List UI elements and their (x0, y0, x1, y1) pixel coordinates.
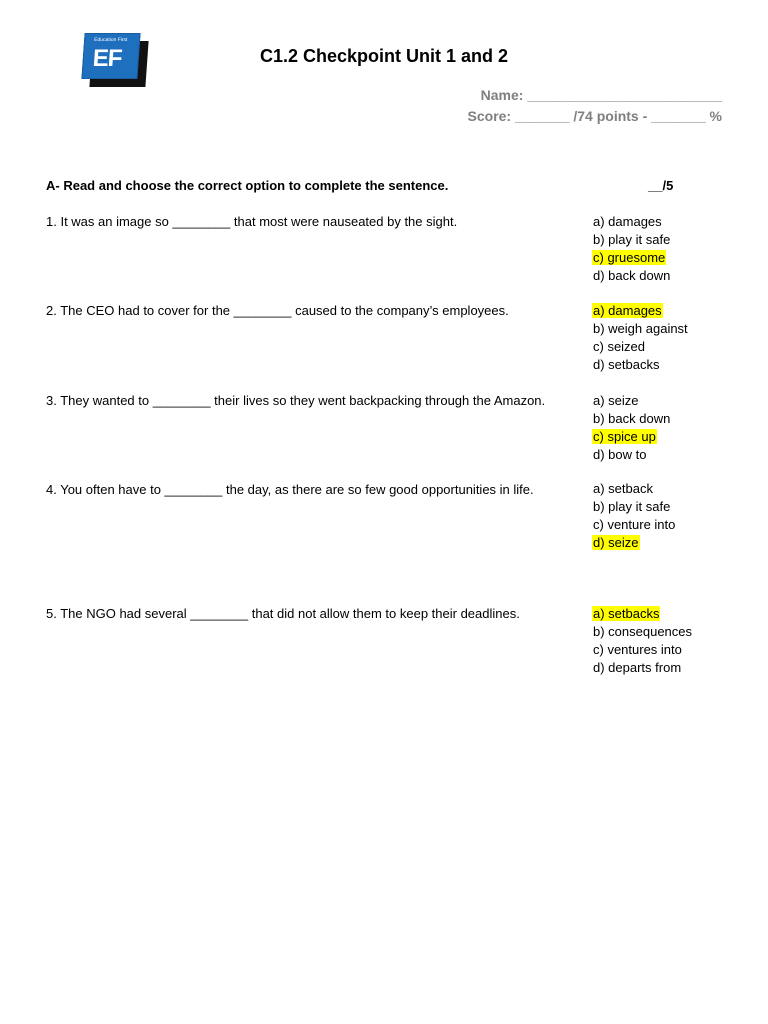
option-2b (592, 320, 689, 338)
options-1 (592, 213, 671, 285)
logo-blue-block (81, 33, 140, 79)
question-4: 4. You often have to ________ the day, as there are so few good opportunities in life. (46, 482, 534, 497)
name-field-line: Name: _________________________ (480, 87, 722, 103)
ef-logo (81, 31, 149, 91)
option-5d (592, 659, 693, 677)
option-text: a) setbacks (593, 606, 660, 621)
options-5 (592, 605, 693, 677)
option-text: c) ventures into (593, 642, 682, 657)
option-2c (592, 338, 689, 356)
logo-small-text: Education First (93, 37, 128, 43)
option-2a (592, 302, 689, 320)
option-4c (592, 516, 676, 534)
score-field-line: Score: _______ /74 points - _______ % (467, 108, 722, 124)
option-3a (592, 392, 671, 410)
option-text: d) back down (593, 268, 671, 283)
option-5c (592, 641, 693, 659)
option-text: d) seize (593, 535, 639, 550)
option-1a (592, 213, 671, 231)
option-text: a) damages (593, 214, 662, 229)
option-text: d) departs from (593, 660, 682, 675)
option-text: c) gruesome (593, 250, 666, 265)
option-text: a) seize (593, 393, 639, 408)
option-text: d) setbacks (593, 357, 660, 372)
option-text: a) setback (593, 481, 653, 496)
section-a-points: __/5 (648, 178, 674, 193)
question-5: 5. The NGO had several ________ that did not allow them to keep their deadlines. (46, 606, 520, 621)
option-text: b) consequences (593, 624, 693, 639)
option-text: b) back down (593, 411, 671, 426)
option-3d (592, 446, 671, 464)
option-3b (592, 410, 671, 428)
option-text: d) bow to (593, 447, 647, 462)
option-4b (592, 498, 676, 516)
section-a-instruction: A- Read and choose the correct option to complete the sentence. (46, 178, 449, 193)
option-5b (592, 623, 693, 641)
question-3: 3. They wanted to ________ their lives so they went backpacking through the Amazon. (46, 393, 546, 408)
logo-big-text: EF (91, 45, 123, 72)
option-text: b) play it safe (593, 232, 671, 247)
option-text: c) seized (593, 339, 646, 354)
question-1: 1. It was an image so ________ that most were nauseated by the sight. (46, 214, 458, 229)
option-text: b) weigh against (593, 321, 688, 336)
option-text: b) play it safe (593, 499, 671, 514)
options-4 (592, 480, 676, 552)
page-title: C1.2 Checkpoint Unit 1 and 2 (260, 46, 509, 66)
option-3c (592, 428, 671, 446)
options-2 (592, 302, 689, 374)
option-text: a) damages (593, 303, 662, 318)
option-5a (592, 605, 693, 623)
options-3 (592, 392, 671, 464)
option-2d (592, 356, 689, 374)
option-text: c) spice up (593, 429, 656, 444)
option-1d (592, 267, 671, 285)
question-2: 2. The CEO had to cover for the ________ caused to the company’s employees. (46, 303, 509, 318)
option-text: c) venture into (593, 517, 676, 532)
option-1c (592, 249, 671, 267)
option-4d (592, 534, 676, 552)
option-4a (592, 480, 676, 498)
option-1b (592, 231, 671, 249)
